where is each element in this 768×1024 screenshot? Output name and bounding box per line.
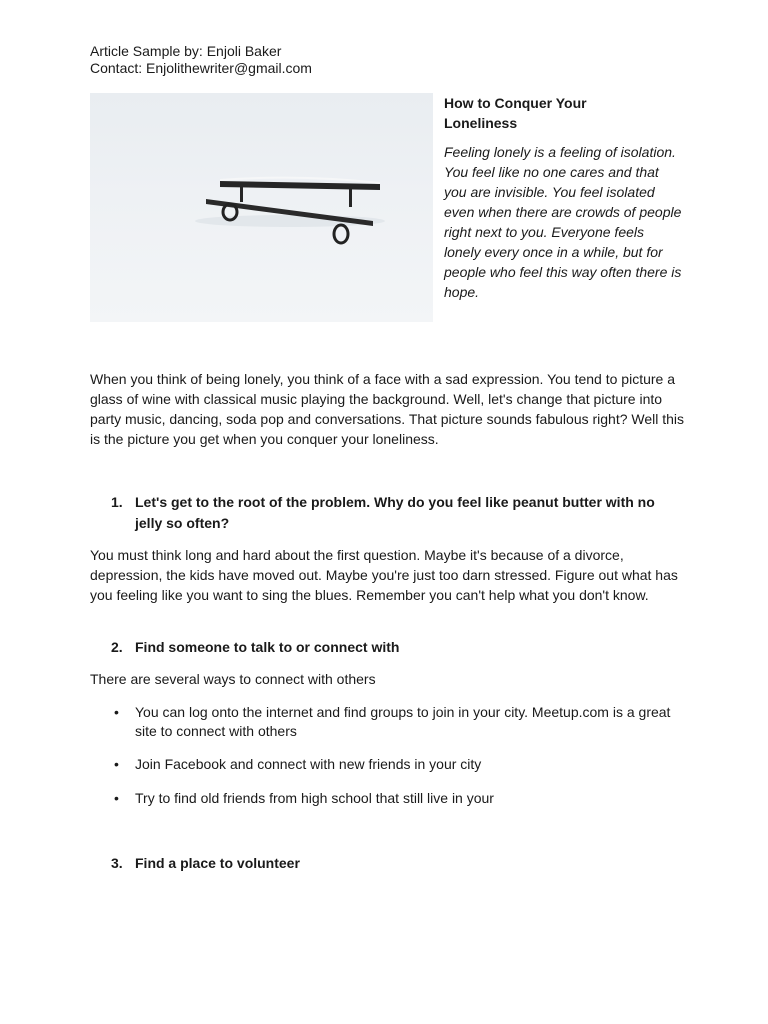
numbered-item-1 [90,492,690,534]
contact-line: Contact: Enjolithewriter@gmail.com [90,60,312,76]
snowy-bench-photo [90,93,433,322]
numbered-item-3 [90,853,690,874]
list-item-text: Join Facebook and connect with new friends in your city [135,756,482,772]
item-number: 1. [111,494,123,510]
item-number: 3. [111,855,123,871]
bullet-icon: • [114,704,119,720]
item-number: 2. [111,639,123,655]
intro-sidebar [444,93,684,302]
list-item-text: Try to find old friends from high school that still live in your [135,790,494,806]
bullet-icon: • [114,790,119,806]
item-heading: Let's get to the root of the problem. Why do you feel like peanut butter with no jelly so often? [135,494,655,531]
list-item [90,789,690,808]
list-item-text: You can log onto the internet and find groups to join in your city. Meetup.com is a great site to connect with others [135,704,671,739]
author-header [90,43,312,77]
intro-text: Feeling lonely is a feeling of isolation. You feel like no one cares and that you are invisible. You feel isolated even when there are crowds of people right next to you. Everyone feels lonely every once in a while, but for people who feel this way often there is hope. [444,144,682,300]
item-heading: Find someone to talk to or connect with [135,639,400,655]
item-2-body: There are several ways to connect with others [90,671,376,687]
list-item [90,755,690,774]
opening-paragraph: When you think of being lonely, you think of a face with a sad expression. You tend to picture a glass of wine with classical music playing the background. Well, let's change that picture into party music, dancing, soda pop and conversations. That picture sounds fabulous right? Well this is the picture you get when you conquer your loneliness. [90,371,685,447]
numbered-item-2 [90,637,690,658]
article-title-line2: Loneliness [444,115,518,131]
author-line: Article Sample by: Enjoli Baker [90,43,282,59]
item-1-body: You must think long and hard about the first question. Maybe it's because of a divorce, depression, the kids have moved out. Maybe you're just too darn stressed. Figure out what has you feeling like you want to sing the blues. Remember you can't help what you don't know. [90,547,678,603]
bullet-icon: • [114,756,119,772]
article-title-line1: How to Conquer Your [444,95,587,111]
bench-illustration [90,93,433,322]
item-heading: Find a place to volunteer [135,855,300,871]
list-item [90,703,690,741]
article-title [444,93,684,133]
